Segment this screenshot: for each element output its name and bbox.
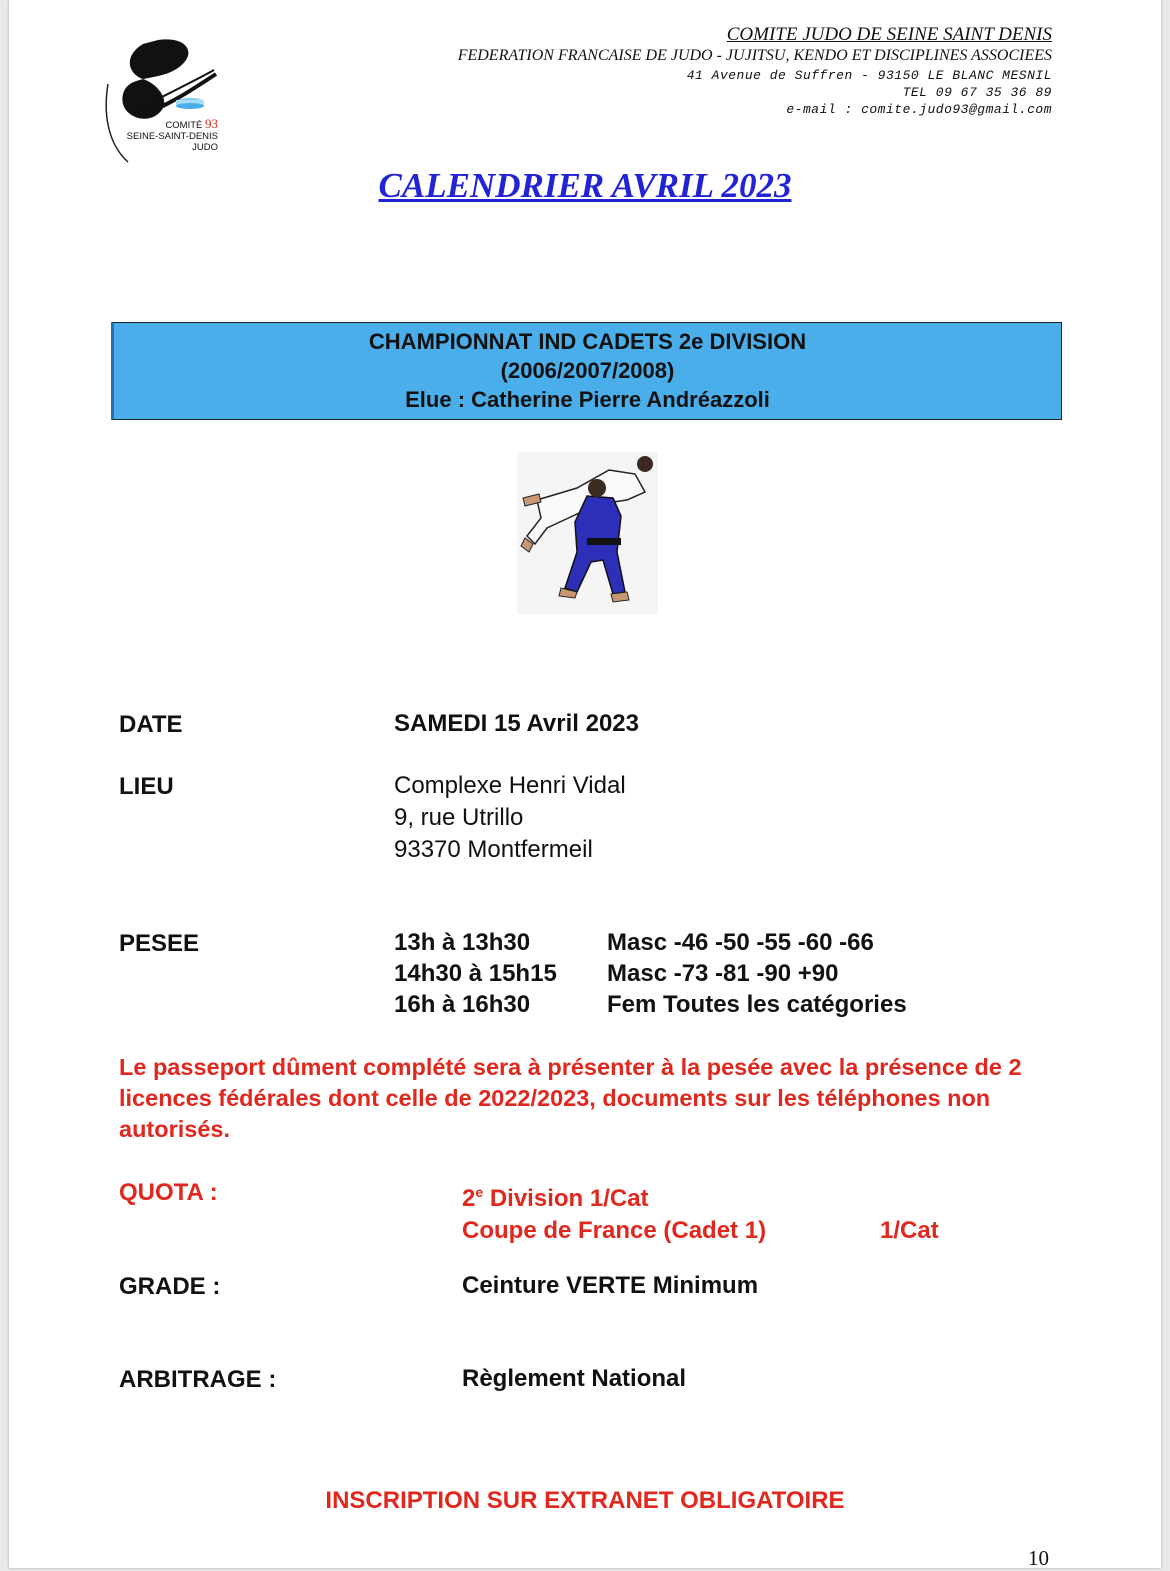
- lieu-address: [394, 770, 626, 866]
- banner-line2: (2006/2007/2008): [500, 358, 675, 383]
- judo-throw-illustration: [517, 452, 658, 614]
- logo-line3: JUDO: [192, 142, 218, 153]
- pesee-row: [394, 989, 907, 1020]
- pesee-time: 14h30 à 15h15: [394, 960, 557, 987]
- pesee-category: Masc -46 -50 -55 -60 -66: [607, 929, 874, 956]
- logo-number: 93: [205, 116, 218, 131]
- championship-banner: [111, 322, 1062, 420]
- grade-label: GRADE :: [119, 1273, 221, 1300]
- pesee-category: Masc -73 -81 -90 +90: [607, 960, 839, 987]
- federation-name: FEDERATION FRANCAISE DE JUDO - JUJITSU, KENDO ET DISCIPLINES ASSOCIEES: [457, 47, 1052, 64]
- banner-line1: CHAMPIONNAT IND CADETS 2e DIVISION: [368, 329, 807, 354]
- quota-line1: [462, 1176, 939, 1215]
- logo-line1: COMITÉ: [165, 120, 203, 131]
- inscription-notice: INSCRIPTION SUR EXTRANET OBLIGATOIRE: [325, 1487, 845, 1514]
- lieu-line: 93370 Montfermeil: [394, 836, 593, 863]
- passport-notice: Le passeport dûment complété sera à présenter à la pesée avec la présence de 2 licences fédérales dont celle de 2022/2023, documents sur les téléphones non autorisés.: [119, 1054, 1022, 1142]
- pesee-category: Fem Toutes les catégories: [607, 991, 907, 1018]
- pesee-time: 13h à 13h30: [394, 929, 531, 956]
- logo-line2: SEINE-SAINT-DENIS: [126, 131, 218, 142]
- org-address: 41 Avenue de Suffren - 93150 LE BLANC MESNIL: [686, 68, 1052, 83]
- quota-line2: [462, 1215, 939, 1247]
- pesee-time: 16h à 16h30: [394, 991, 531, 1018]
- page-title: CALENDRIER AVRIL 2023: [378, 166, 792, 205]
- org-email: e-mail : comite.judo93@gmail.com: [786, 102, 1052, 117]
- pesee-schedule: [394, 927, 907, 1020]
- quota-division-number: 2: [462, 1185, 476, 1212]
- arbitrage-label: ARBITRAGE :: [119, 1366, 277, 1393]
- date-value: SAMEDI 15 Avril 2023: [394, 710, 640, 737]
- quota-label: QUOTA :: [119, 1179, 218, 1206]
- banner-line3: Elue : Catherine Pierre Andréazzoli: [405, 387, 770, 412]
- quota-values: [462, 1176, 939, 1247]
- pesee-row: [394, 958, 907, 989]
- pesee-row: [394, 927, 907, 958]
- org-title: COMITE JUDO DE SEINE SAINT DENIS: [726, 24, 1052, 45]
- quota-division-text: Division 1/Cat: [483, 1185, 649, 1212]
- date-label: DATE: [119, 711, 183, 738]
- org-phone: TEL 09 67 35 36 89: [902, 85, 1052, 100]
- quota-coupe-value: 1/Cat: [880, 1217, 939, 1244]
- quota-coupe-name: Coupe de France (Cadet 1): [462, 1217, 767, 1244]
- comite-logo: [98, 34, 238, 164]
- pesee-label: PESEE: [119, 930, 200, 957]
- page-number: 10: [1028, 1546, 1049, 1570]
- lieu-line: 9, rue Utrillo: [394, 804, 524, 831]
- grade-value: Ceinture VERTE Minimum: [462, 1272, 759, 1299]
- quota-division-sup: e: [475, 1184, 484, 1200]
- lieu-label: LIEU: [119, 773, 174, 800]
- lieu-line: Complexe Henri Vidal: [394, 772, 626, 799]
- arbitrage-value: Règlement National: [462, 1365, 687, 1392]
